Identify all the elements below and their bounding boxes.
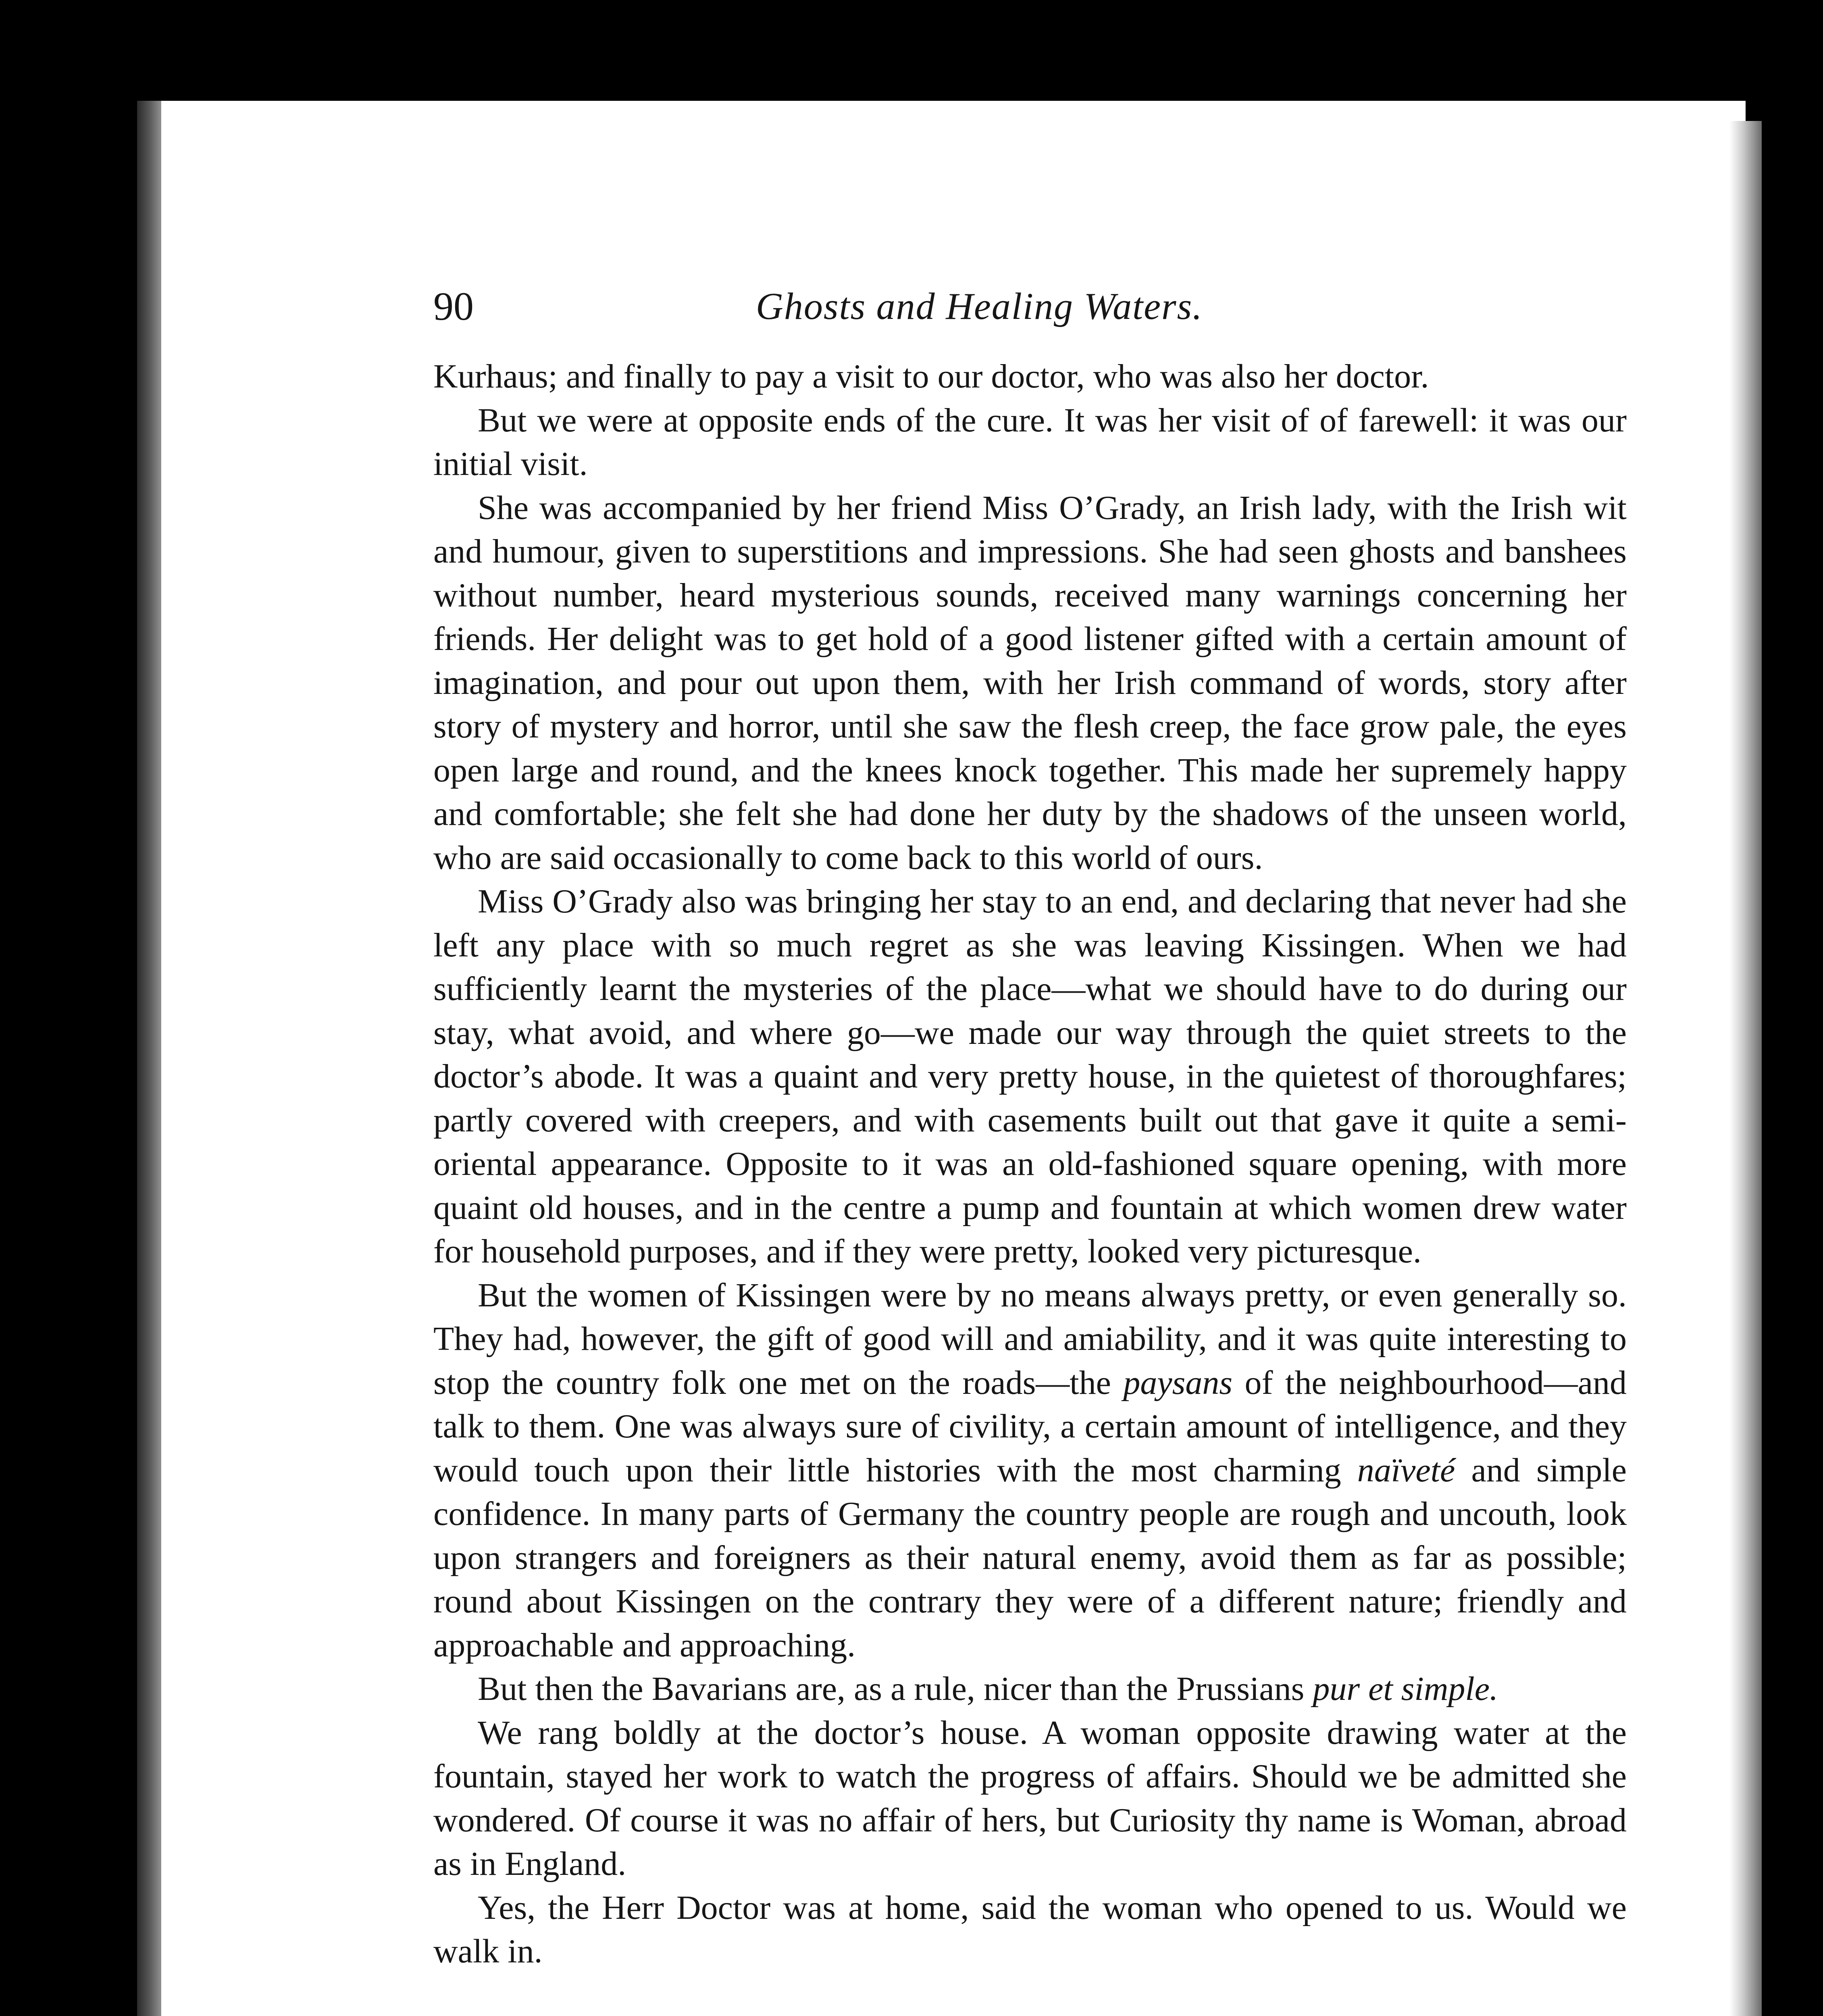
- paragraph-8: Yes, the Herr Doctor was at home, said the woman who opened to us. Would we walk in.: [433, 1889, 1627, 1970]
- right-page-shadow: [1729, 121, 1762, 2016]
- paragraph-6-text-1: But then the Bavarians are, as a rule, nicer than the Prussians: [478, 1670, 1313, 1708]
- next-page-edge: [1762, 121, 1806, 2016]
- paragraph-5: [433, 1274, 1627, 1668]
- paragraph-3: She was accompanied by her friend Miss O’Grady, an Irish lady, with the Irish wit and humour, given to superstitions and impressions. She had seen ghosts and banshees without number, heard mysterious sounds, received many warnings concerning her friends. Her delight was to get hold of a good listener gifted with a certain amount of imagination, and pour out upon them, with her Irish command of words, story after story of mystery and horror, until she saw the flesh creep, the face grow pale, the eyes open large and round, and the knees knock together. This made her supremely happy and comfortable; she felt she had done her duty by the shadows of the unseen world, who are said occasionally to come back to this world of ours.: [433, 489, 1627, 877]
- page-number: 90: [433, 284, 474, 329]
- paragraph-5-text-3: and simple confidence. In many parts of Germany the country people are rough and uncouth, look upon strangers and foreigners as their natural enemy, avoid them as far as possible; round about Kissingen on the contrary they were of a different nature; friendly and approachable and approaching.: [433, 1451, 1627, 1664]
- paragraph-5-italic-paysans: paysans: [1123, 1364, 1233, 1402]
- page-text-block: [433, 282, 1627, 1974]
- running-title: Ghosts and Healing Waters.: [756, 285, 1203, 327]
- running-head: [433, 282, 1627, 331]
- paragraph-1: Kurhaus; and finally to pay a visit to our doctor, who was also her doctor.: [433, 358, 1429, 395]
- paragraph-2: But we were at opposite ends of the cure. It was her visit of of farewell: it was our initial visit.: [433, 401, 1627, 483]
- paragraph-5-text-1: But the women of Kissingen were by no means always pretty, or even generally so. They had, however, the gift of good will and amiability, and it was quite interesting to stop the country folk one met on the roads—the: [433, 1276, 1627, 1402]
- paragraph-4: Miss O’Grady also was bringing her stay to an end, and declaring that never had she left any place with so much regret as she was leaving Kissingen. When we had sufficiently learnt the mysteries of the place—what we should have to do during our stay, what avoid, and where go—we made our way through the quiet streets to the doctor’s abode. It was a quaint and very pretty house, in the quietest of thoroughfares; partly covered with creepers, and with casements built out that gave it quite a semi-oriental appearance. Opposite to it was an old-fashioned square opening, with more quaint old houses, and in the centre a pump and fountain at which women drew water for household purposes, and if they were pretty, looked very picturesque.: [433, 883, 1627, 1270]
- paragraph-7: We rang boldly at the doctor’s house. A woman opposite drawing water at the fountain, stayed her work to watch the progress of affairs. Should we be admitted she wondered. Of course it was no affair of hers, but Curiosity thy name is Woman, abroad as in England.: [433, 1714, 1627, 1883]
- paragraph-5-text-2: of the neighbourhood—and talk to them. One was always sure of civility, a certain amount of intelligence, and they would touch upon their little histories with the most charming: [433, 1364, 1627, 1489]
- paragraph-6: [433, 1667, 1627, 1711]
- paragraph-5-italic-naivete: naïveté: [1357, 1451, 1455, 1489]
- paragraph-6-italic-pur-et-simple: pur et simple.: [1313, 1670, 1498, 1708]
